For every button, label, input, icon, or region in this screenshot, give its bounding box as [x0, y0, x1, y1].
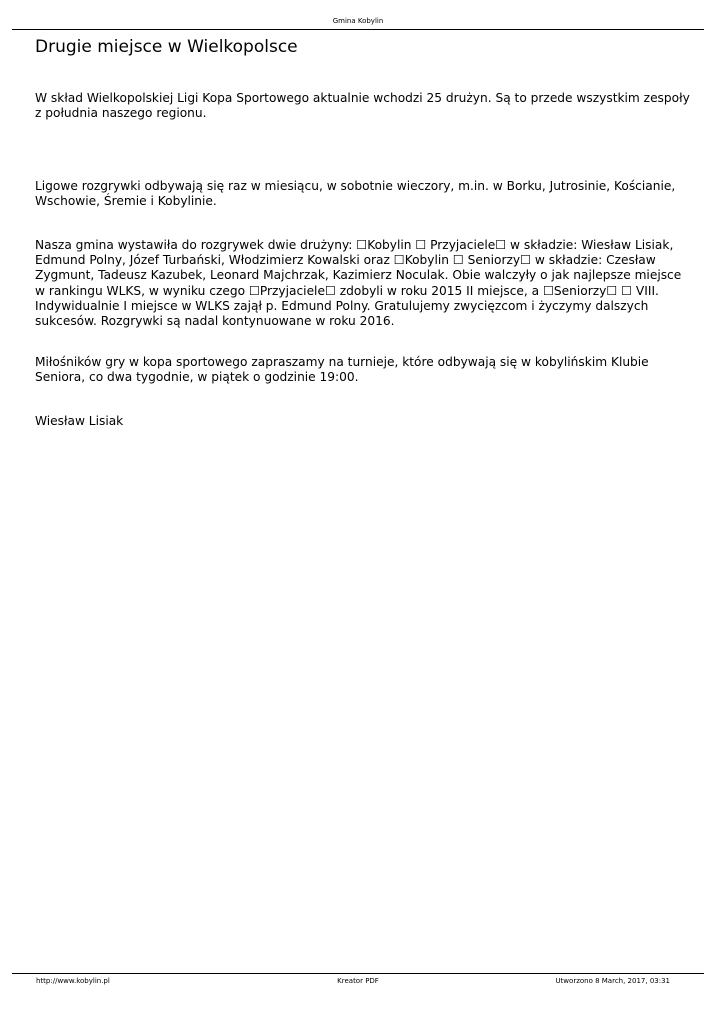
article-paragraph-1: W skład Wielkopolskiej Ligi Kopa Sportowego aktualnie wchodzi 25 drużyn. Są to przede wszystkim zespoły z południa naszego regionu.: [35, 91, 690, 121]
footer-url: http://www.kobylin.pl: [36, 977, 110, 985]
article-author: Wiesław Lisiak: [35, 414, 124, 428]
page-footer: [12, 973, 704, 988]
footer-created: Utworzono 8 March, 2017, 03:31: [555, 977, 670, 985]
article-paragraph-3: Nasza gmina wystawiła do rozgrywek dwie drużyny: ☐Kobylin ☐ Przyjaciele☐ w składzie: Wiesław Lisiak, Edmund Polny, Józef Turbański, Włodzimierz Kowalski oraz ☐Kobylin ☐ Seniorzy☐ w składzie: Czesław Zygmunt, Tadeusz Kazubek, Leonard Majchrzak, Kazimierz Noculak. Obie walczyły o jak najlepsze miejsce w rankingu WLKS, w wyniku czego ☐Przyjaciele☐ zdobyli w roku 2015 II miejsce, a ☐Seniorzy☐ ☐ VIII. Indywidualnie I miejsce w WLKS zajął p. Edmund Polny. Gratulujemy zwycięzcom i życzymy dalszych sukcesów. Rozgrywki są nadal kontynuowane w roku 2016.: [35, 238, 682, 329]
article-paragraph-4: Miłośników gry w kopa sportowego zapraszamy na turnieje, które odbywają się w kobylińskim Klubie Seniora, co dwa tygodnie, w piątek o godzinie 19:00.: [35, 355, 649, 385]
article-title: Drugie miejsce w Wielkopolsce: [35, 37, 298, 57]
page-header: [12, 16, 704, 30]
footer-generator: Kreator PDF: [337, 977, 379, 985]
site-name: Gmina Kobylin: [332, 17, 384, 25]
article-paragraph-2: Ligowe rozgrywki odbywają się raz w miesiącu, w sobotnie wieczory, m.in. w Borku, Jutrosinie, Kościanie, Wschowie, Śremie i Kobylinie.: [35, 179, 676, 209]
